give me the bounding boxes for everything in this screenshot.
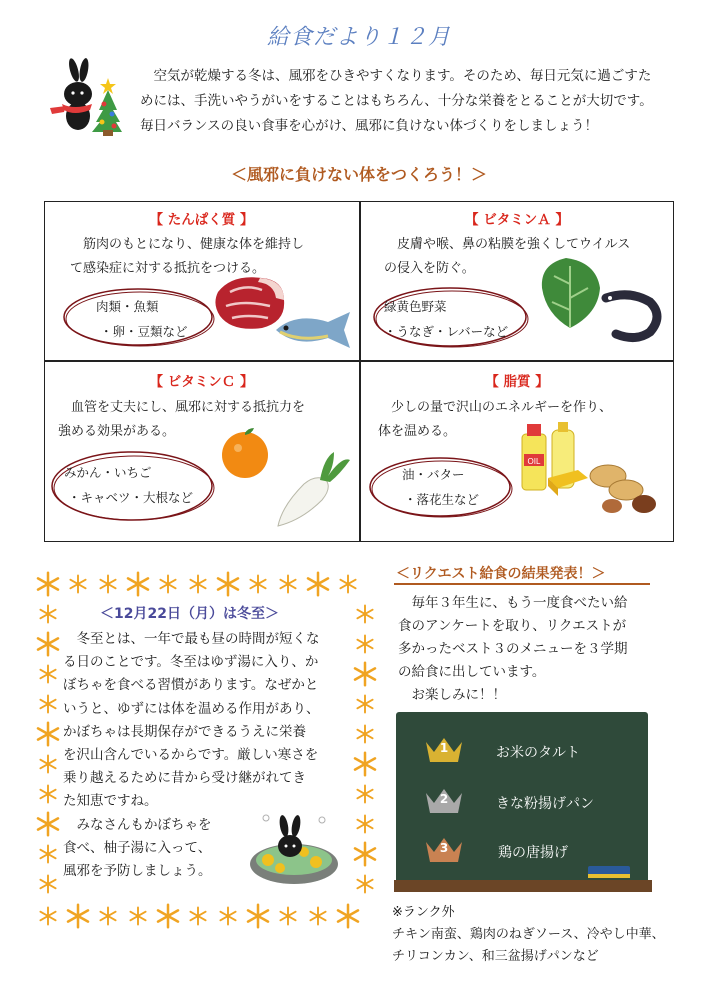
snowflake-icon (68, 905, 88, 928)
intro-line: 毎日バランスの良い食事を心がけ、風邪に負けない体づくりをしましょう！ (140, 118, 599, 134)
note-line: チキン南蛮、鶏肉のねぎソース、冷やし中華、 (392, 927, 665, 942)
vitamin-c-foods (64, 460, 193, 510)
request-line: 毎年３年生に、もう一度食べたい給 (411, 595, 628, 611)
solstice-line: みなさんもかぼちゃを (76, 816, 212, 833)
solstice-line: 冬至とは、一年で最も昼の時間が短くな (76, 631, 320, 647)
fish-icon (270, 308, 356, 352)
solstice-line: 食べ、柚子湯に入って、 (63, 839, 212, 856)
request-title: ＜リクエスト給食の結果発表！＞ (396, 566, 606, 582)
daikon-radish-icon (268, 446, 354, 530)
vitamin-c-description (58, 396, 348, 444)
rank-number: 3 (439, 841, 449, 855)
snowflake-icon (70, 575, 85, 592)
desc-line: の侵入を防ぐ。 (384, 261, 475, 276)
vitamin-a-heading: 【 ビタミンＡ 】 (465, 212, 569, 228)
intro-line: めには、手洗いやうがいをすることはもちろん、十分な栄養をとることが大切です。 (140, 93, 653, 109)
eel-icon (600, 286, 664, 344)
snowflake-icon (100, 907, 115, 924)
oil-bottle-label: OIL (527, 457, 541, 466)
desc-line: 強める効果がある。 (58, 424, 176, 439)
snowflake-icon (38, 813, 58, 836)
protein-foods (96, 294, 188, 344)
section-title: ＜風邪に負けない体をつくろう！＞ (230, 165, 487, 184)
snowflake-icon (357, 875, 372, 892)
honorable-mentions (392, 902, 702, 968)
fat-foods (402, 462, 479, 512)
rank-menu: 鶏の唐揚げ (498, 845, 568, 861)
desc-line: 体を温める。 (378, 424, 457, 439)
snowflake-icon (220, 907, 235, 924)
mandarin-orange-icon (218, 424, 272, 480)
snowflake-icon (40, 907, 55, 924)
solstice-line: いうと、ゆずには体を温める作用があり、 (63, 700, 320, 717)
snowflake-icon (355, 663, 375, 686)
rabbit-yuzu-bath-icon (246, 808, 342, 888)
snowflake-icon (280, 907, 295, 924)
solstice-line: る日のことです。冬至はゆず湯に入り、か (63, 654, 319, 671)
vitamin-c-heading: 【 ビタミンＣ 】 (149, 374, 254, 390)
spinach-icon (536, 254, 606, 332)
winter-solstice-title: ＜12月22日（月）は冬至＞ (100, 606, 279, 622)
oil-butter-peanut-icon (516, 420, 666, 522)
grid-divider (44, 360, 674, 362)
snowflake-icon (357, 695, 372, 712)
solstice-line: を沢山含んでいるからです。厳しい寒さを (63, 747, 319, 764)
snowflake-icon (38, 723, 58, 746)
snowflake-icon (357, 725, 372, 742)
food-item: ・キャベツ・大根など (68, 490, 194, 505)
food-item: ・落花生など (404, 492, 480, 507)
food-item: 肉類・魚類 (96, 299, 159, 314)
snowflake-icon (248, 905, 268, 928)
solstice-line: た知恵ですね。 (63, 793, 158, 810)
food-item: ・卵・豆類など (100, 324, 188, 339)
note-line: チリコンカン、和三盆揚げパンなど (392, 949, 599, 964)
solstice-line: 乗り越えるために昔から受け継がれてき (63, 770, 306, 787)
snowflake-icon (158, 905, 178, 928)
request-line: の給食に出しています。 (398, 664, 546, 680)
vitamin-a-foods (384, 294, 508, 344)
rank-menu: お米のタルト (496, 745, 580, 761)
snowflake-icon (40, 605, 55, 622)
food-item: 油・バター (402, 467, 465, 482)
rank-number: 2 (439, 792, 449, 806)
snowflake-icon (38, 573, 58, 596)
request-closing: お楽しみに！！ (411, 687, 506, 703)
request-line: 多かったベスト３のメニューを３学期 (398, 641, 628, 657)
snowflake-icon (338, 905, 358, 928)
snowflake-icon (130, 907, 145, 924)
snowflake-icon (308, 573, 328, 596)
snowflake-icon (250, 575, 265, 592)
snowflake-icon (128, 573, 148, 596)
eraser-icon (584, 862, 634, 882)
snowflake-icon (357, 785, 372, 802)
desc-line: て感染症に対する抵抗をつける。 (70, 261, 266, 276)
snowflake-icon (40, 665, 55, 682)
snowflake-icon (160, 575, 175, 592)
snowflake-icon (40, 875, 55, 892)
snowflake-icon (190, 575, 205, 592)
rank-number: 1 (439, 741, 449, 755)
desc-line: 皮膚や喉、鼻の粘膜を強くしてウイルス (397, 237, 631, 252)
food-item: ・うなぎ・レバーなど (384, 324, 509, 339)
vitamin-a-description (384, 233, 669, 281)
request-line: 食のアンケートを取り、リクエストが (398, 618, 627, 634)
fat-heading: 【 脂質 】 (485, 374, 549, 390)
snowflake-icon (218, 573, 238, 596)
snowflake-icon (357, 605, 372, 622)
desc-line: 筋肉のもとになり、健康な体を維持し (83, 237, 305, 252)
food-item: 緑黄色野菜 (384, 299, 447, 314)
rabbit-christmas-icon (44, 58, 136, 136)
desc-line: 少しの量で沢山のエネルギーを作り、 (391, 400, 613, 415)
snowflake-icon (355, 843, 375, 866)
page-title: 給食だより１２月 (266, 25, 451, 50)
solstice-line: ぼちゃを食べる習慣があります。なぜかと (63, 677, 319, 694)
intro-line: 空気が乾燥する冬は、風邪をひきやすくなります。そのため、毎日元気に過ごすた (153, 68, 652, 84)
protein-heading: 【 たんぱく質 】 (149, 212, 254, 228)
snowflake-icon (340, 575, 355, 592)
rank-menu: きな粉揚げパン (496, 796, 594, 812)
snowflake-icon (40, 695, 55, 712)
desc-line: 血管を丈夫にし、風邪に対する抵抗力を (71, 400, 306, 415)
note-title: ※ランク外 (392, 905, 455, 920)
intro-text (140, 64, 685, 139)
snowflake-icon (355, 753, 375, 776)
snowflake-icon (280, 575, 295, 592)
snowflake-icon (310, 907, 325, 924)
snowflake-icon (40, 755, 55, 772)
solstice-line: 風邪を予防しましょう。 (63, 863, 212, 880)
snowflake-icon (357, 815, 372, 832)
snowflake-icon (100, 575, 115, 592)
solstice-line: かぼちゃは長期保存ができるうえに栄養 (63, 723, 306, 740)
snowflake-icon (357, 635, 372, 652)
snowflake-icon (38, 633, 58, 656)
snowflake-icon (40, 845, 55, 862)
request-title-underline (394, 583, 650, 585)
snowflake-icon (40, 785, 55, 802)
snowflake-icon (190, 907, 205, 924)
food-item: みかん・いちご (64, 465, 152, 480)
request-text (398, 592, 658, 707)
